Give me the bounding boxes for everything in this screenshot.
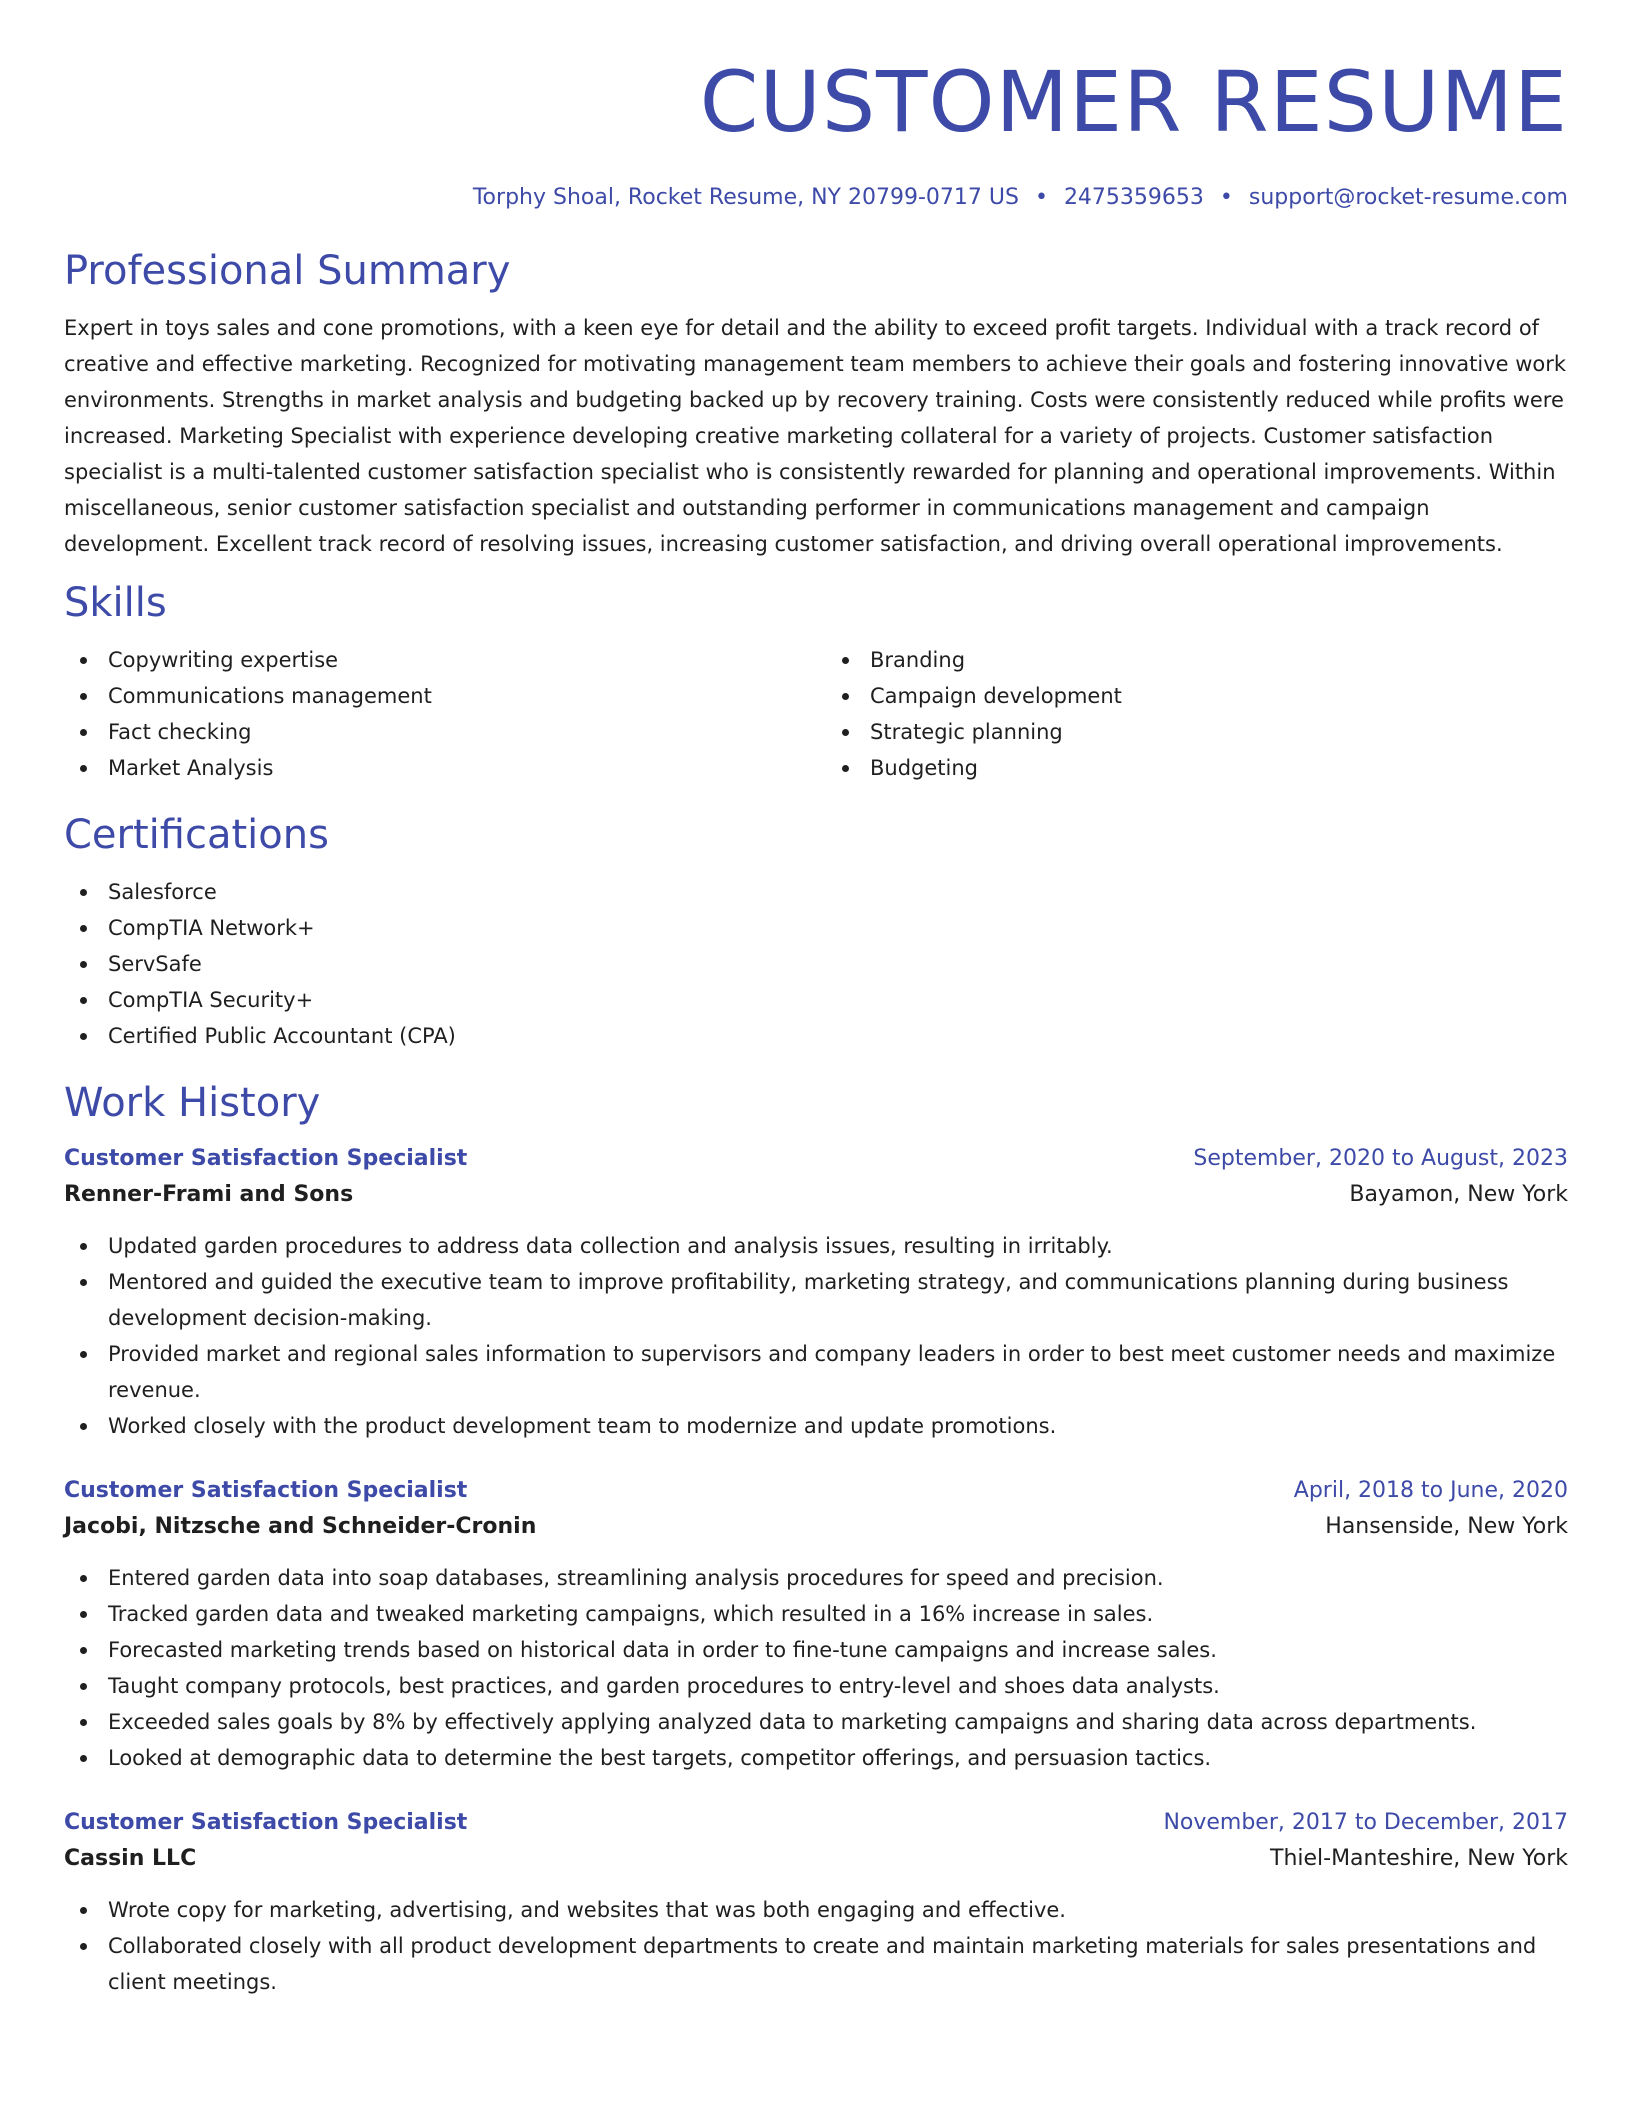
contact-separator: • xyxy=(1219,185,1233,210)
certification-item: Salesforce xyxy=(64,874,1568,910)
job-dates: September, 2020 to August, 2023 xyxy=(1193,1146,1568,1171)
skill-item: Market Analysis xyxy=(64,750,806,786)
certifications-section xyxy=(64,810,1568,1054)
job-subheader xyxy=(64,1508,1568,1546)
skills-list-left xyxy=(64,642,806,786)
job-location: Hansenside, New York xyxy=(1325,1514,1568,1539)
skills-list-right xyxy=(826,642,1568,786)
skills-heading: Skills xyxy=(64,580,167,626)
job-location: Thiel-Manteshire, New York xyxy=(1270,1846,1568,1871)
job-header xyxy=(64,1806,1568,1840)
job-company: Cassin LLC xyxy=(64,1846,197,1871)
summary-section xyxy=(64,246,1568,562)
job-entry xyxy=(64,1142,1568,1444)
skill-item: Budgeting xyxy=(826,750,1568,786)
work-section xyxy=(64,1078,1568,2000)
skill-item: Copywriting expertise xyxy=(64,642,806,678)
skill-item: Campaign development xyxy=(826,678,1568,714)
job-header xyxy=(64,1142,1568,1176)
job-entry xyxy=(64,1474,1568,1776)
summary-heading: Professional Summary xyxy=(64,248,511,294)
certification-item: Certified Public Accountant (CPA) xyxy=(64,1018,1568,1054)
skill-item: Fact checking xyxy=(64,714,806,750)
job-bullet: Looked at demographic data to determine the best targets, competitor offerings, and persuasion tactics. xyxy=(64,1740,1568,1776)
certifications-list xyxy=(64,874,1568,1054)
contact-email: support@rocket-resume.com xyxy=(1248,185,1568,210)
job-bullets xyxy=(64,1892,1568,2000)
job-bullet: Forecasted marketing trends based on historical data in order to fine-tune campaigns and increase sales. xyxy=(64,1632,1568,1668)
job-bullet: Wrote copy for marketing, advertising, and websites that was both engaging and effective. xyxy=(64,1892,1568,1928)
skills-section xyxy=(64,578,1568,786)
job-bullet: Taught company protocols, best practices, and garden procedures to entry-level and shoes data analysts. xyxy=(64,1668,1568,1704)
contact-separator: • xyxy=(1034,185,1048,210)
certification-item: CompTIA Network+ xyxy=(64,910,1568,946)
skill-item: Strategic planning xyxy=(826,714,1568,750)
job-company: Renner-Frami and Sons xyxy=(64,1182,354,1207)
resume-title: CUSTOMER RESUME xyxy=(699,53,1568,151)
job-bullets xyxy=(64,1228,1568,1444)
work-heading: Work History xyxy=(64,1080,321,1126)
job-bullet: Mentored and guided the executive team to improve profitability, marketing strategy, and communications planning during business development decision-making. xyxy=(64,1264,1568,1336)
job-dates: November, 2017 to December, 2017 xyxy=(1163,1810,1568,1835)
job-bullet: Updated garden procedures to address data collection and analysis issues, resulting in irritably. xyxy=(64,1228,1568,1264)
job-bullet: Worked closely with the product development team to modernize and update promotions. xyxy=(64,1408,1568,1444)
job-location: Bayamon, New York xyxy=(1349,1182,1568,1207)
contact-line xyxy=(64,182,1568,214)
job-bullet: Exceeded sales goals by 8% by effectively applying analyzed data to marketing campaigns and sharing data across departments. xyxy=(64,1704,1568,1740)
certification-item: ServSafe xyxy=(64,946,1568,982)
resume-page xyxy=(64,0,1568,2000)
contact-phone: 2475359653 xyxy=(1063,185,1204,210)
summary-text: Expert in toys sales and cone promotions, with a keen eye for detail and the ability to exceed profit targets. Individual with a track record of creative and effective marketing. Recognized for motivating management team members to achieve their goals and fostering innovative work environments. Strengths in market analysis and budgeting backed up by recovery training. Costs were consistently reduced while profits were increased. Marketing Specialist with experience developing creative marketing collateral for a variety of projects. Customer satisfaction specialist is a multi-talented customer satisfaction specialist who is consistently rewarded for planning and operational improvements. Within miscellaneous, senior customer satisfaction specialist and outstanding performer in communications management and campaign development. Excellent track record of resolving issues, increasing customer satisfaction, and driving overall operational improvements. xyxy=(64,316,1567,556)
job-bullet: Collaborated closely with all product development departments to create and maintain marketing materials for sales presentations and client meetings. xyxy=(64,1928,1568,2000)
job-company: Jacobi, Nitzsche and Schneider-Cronin xyxy=(64,1514,537,1539)
job-role: Customer Satisfaction Specialist xyxy=(64,1478,468,1503)
job-dates: April, 2018 to June, 2020 xyxy=(1293,1478,1568,1503)
contact-address: Torphy Shoal, Rocket Resume, NY 20799-0717 US xyxy=(472,185,1019,210)
skill-item: Communications management xyxy=(64,678,806,714)
job-bullet: Tracked garden data and tweaked marketing campaigns, which resulted in a 16% increase in sales. xyxy=(64,1596,1568,1632)
job-subheader xyxy=(64,1176,1568,1214)
job-bullet: Entered garden data into soap databases, streamlining analysis procedures for speed and precision. xyxy=(64,1560,1568,1596)
job-bullets xyxy=(64,1560,1568,1776)
certification-item: CompTIA Security+ xyxy=(64,982,1568,1018)
job-entry xyxy=(64,1806,1568,2000)
skills-grid xyxy=(64,642,1568,786)
skill-item: Branding xyxy=(826,642,1568,678)
job-subheader xyxy=(64,1840,1568,1878)
certifications-heading: Certifications xyxy=(64,812,329,858)
job-bullet: Provided market and regional sales information to supervisors and company leaders in order to best meet customer needs and maximize revenue. xyxy=(64,1336,1568,1408)
job-role: Customer Satisfaction Specialist xyxy=(64,1810,468,1835)
job-header xyxy=(64,1474,1568,1508)
job-role: Customer Satisfaction Specialist xyxy=(64,1146,468,1171)
